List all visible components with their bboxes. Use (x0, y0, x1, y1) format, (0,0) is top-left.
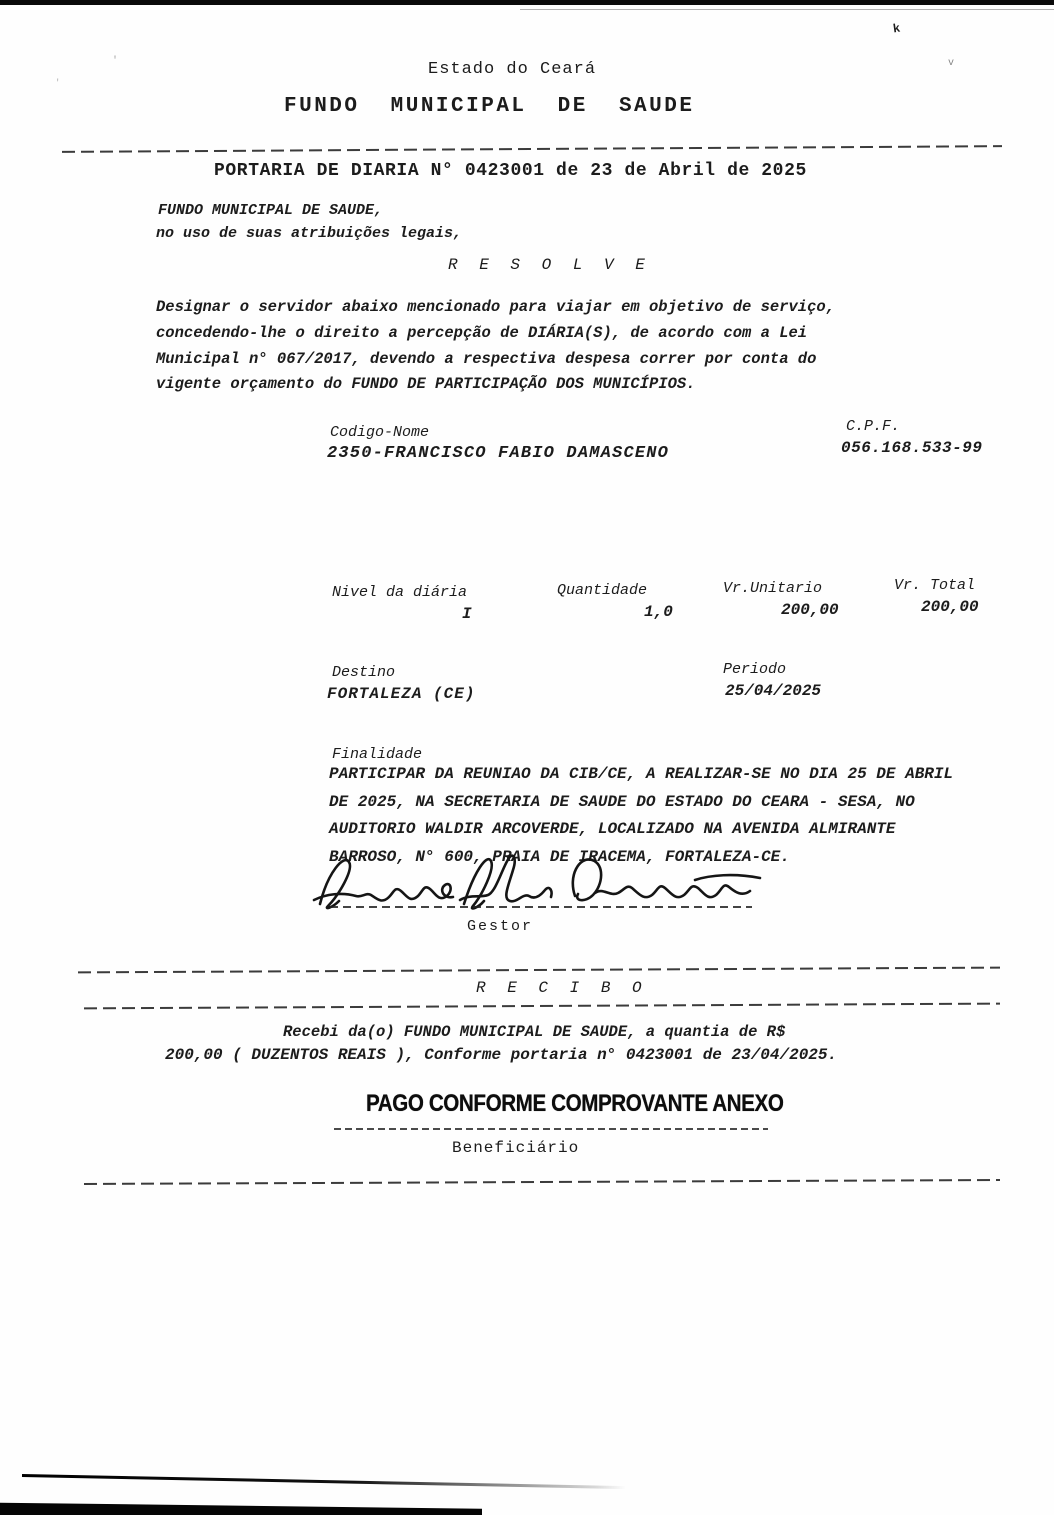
signature-handwriting (312, 850, 764, 924)
state-header: Estado do Ceará (428, 60, 597, 79)
destino-value: FORTALEZA (CE) (327, 685, 476, 703)
recibo-line: Recebi da(o) FUNDO MUNICIPAL DE SAUDE, a quantia de R$ (283, 1023, 786, 1041)
divider-dashed (84, 1179, 1000, 1185)
beneficiary-signature-line (334, 1128, 768, 1130)
scan-top-edge (0, 0, 1054, 5)
body-line: Municipal n° 067/2017, devendo a respectiva despesa correr por conta do (156, 349, 817, 368)
recibo-line: 200,00 ( DUZENTOS REAIS ), Conforme portaria n° 0423001 de 23/04/2025. (165, 1046, 838, 1064)
resolve-heading: R E S O L V E (448, 256, 651, 274)
finalidade-line: AUDITORIO WALDIR ARCOVERDE, LOCALIZADO NA AVENIDA ALMIRANTE (329, 820, 896, 839)
scan-speck-mark: ' (55, 78, 61, 88)
signature-underline (330, 906, 752, 908)
vr-total-value: 200,00 (921, 598, 979, 616)
body-line: concedendo-lhe o direito a percepção de DIÁRIA(S), de acordo com a Lei (156, 323, 808, 342)
recibo-heading: R E C I B O (476, 979, 648, 997)
scan-speck-mark: ' (112, 56, 119, 67)
destino-label: Destino (332, 664, 396, 681)
document-title: PORTARIA DE DIARIA N° 0423001 de 23 de Abril de 2025 (214, 161, 807, 181)
beneficiary-role-label: Beneficiário (452, 1139, 580, 1157)
paid-stamp: PAGO CONFORME COMPROVANTE ANEXO (366, 1090, 784, 1117)
nivel-diaria-label: Nivel da diária (332, 584, 468, 601)
finalidade-line: BARROSO, N° 600, PRAIA DE IRACEMA, FORTALEZA-CE. (329, 847, 790, 866)
body-line: vigente orçamento do FUNDO DE PARTICIPAÇÃO DOS MUNICÍPIOS. (156, 375, 696, 394)
scan-artifact-corner (0, 1500, 482, 1515)
finalidade-label: Finalidade (332, 746, 423, 763)
vr-unitario-value: 200,00 (781, 601, 839, 619)
finalidade-line: DE 2025, NA SECRETARIA DE SAUDE DO ESTADO DO CEARA - SESA, NO (329, 792, 915, 811)
codigo-nome-label: Codigo-Nome (330, 424, 430, 441)
preamble-line: no uso de suas atribuições legais, (156, 225, 463, 242)
scan-top-edge-faint (520, 9, 1054, 10)
divider-dashed (78, 967, 1000, 974)
quantidade-label: Quantidade (557, 582, 648, 599)
org-title: FUNDO MUNICIPAL DE SAUDE (284, 95, 695, 118)
vr-total-label: Vr. Total (894, 577, 976, 594)
scan-speck-mark: v (948, 58, 955, 69)
signer-role-label: Gestor (467, 918, 534, 935)
cpf-value: 056.168.533-99 (841, 439, 983, 457)
preamble-line: FUNDO MUNICIPAL DE SAUDE, (158, 202, 384, 219)
scan-speck-mark: k (892, 21, 902, 37)
divider-dashed (84, 1003, 1000, 1010)
periodo-label: Periodo (723, 661, 787, 678)
divider-dashed (62, 145, 1002, 153)
body-paragraph (156, 295, 835, 398)
finalidade-line: PARTICIPAR DA REUNIAO DA CIB/CE, A REALIZAR-SE NO DIA 25 DE ABRIL (329, 765, 954, 783)
body-line: Designar o servidor abaixo mencionado para viajar em objetivo de serviço, (156, 298, 836, 316)
codigo-nome-value: 2350-FRANCISCO FABIO DAMASCENO (327, 444, 670, 463)
vr-unitario-label: Vr.Unitario (723, 580, 823, 597)
quantidade-value: 1,0 (644, 603, 673, 621)
scan-artifact-line (22, 1474, 626, 1489)
periodo-value: 25/04/2025 (725, 682, 822, 700)
cpf-label: C.P.F. (846, 418, 901, 435)
nivel-diaria-value: I (462, 605, 472, 623)
